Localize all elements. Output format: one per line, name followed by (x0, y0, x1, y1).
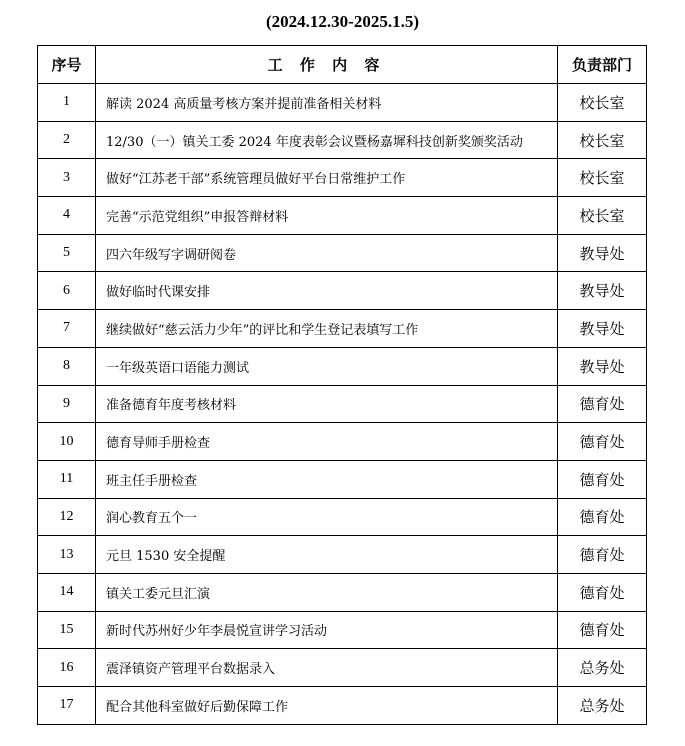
row-number: 3 (38, 159, 96, 197)
row-content: 润心教育五个一 (96, 498, 558, 536)
table-row (38, 234, 647, 272)
schedule-date-range: (2024.12.30-2025.1.5) (266, 12, 419, 31)
row-department: 德育处 (558, 460, 647, 498)
row-number: 11 (38, 460, 96, 498)
table-row (38, 84, 647, 122)
table-header-row (38, 46, 647, 84)
row-number: 1 (38, 84, 96, 122)
row-department: 德育处 (558, 573, 647, 611)
table-row (38, 385, 647, 423)
table-row (38, 197, 647, 235)
row-number: 8 (38, 347, 96, 385)
row-number: 10 (38, 423, 96, 461)
row-content: 做好“江苏老干部”系统管理员做好平台日常维护工作 (96, 159, 558, 197)
row-content: 震泽镇资产管理平台数据录入 (96, 649, 558, 687)
row-number: 9 (38, 385, 96, 423)
row-content: 德育导师手册检查 (96, 423, 558, 461)
row-content: 继续做好“慈云活力少年”的评比和学生登记表填写工作 (96, 310, 558, 348)
row-content: 一年级英语口语能力测试 (96, 347, 558, 385)
row-content: 12/30（一）镇关工委 2024 年度表彰会议暨杨嘉墀科技创新奖颁奖活动 (96, 121, 558, 159)
row-content: 镇关工委元旦汇演 (96, 573, 558, 611)
row-department: 教导处 (558, 272, 647, 310)
table-row (38, 272, 647, 310)
table-row (38, 536, 647, 574)
row-department: 校长室 (558, 121, 647, 159)
row-number: 17 (38, 687, 96, 725)
row-department: 校长室 (558, 197, 647, 235)
table-row (38, 310, 647, 348)
row-department: 总务处 (558, 649, 647, 687)
row-content: 做好临时代课安排 (96, 272, 558, 310)
row-department: 德育处 (558, 536, 647, 574)
table-row (38, 611, 647, 649)
row-department: 德育处 (558, 498, 647, 536)
table-row (38, 649, 647, 687)
row-number: 4 (38, 197, 96, 235)
header-num: 序号 (38, 46, 96, 84)
table-row (38, 498, 647, 536)
table-row (38, 121, 647, 159)
row-number: 6 (38, 272, 96, 310)
header-content: 工 作 内 容 (96, 46, 558, 84)
table-row (38, 460, 647, 498)
row-department: 教导处 (558, 347, 647, 385)
row-content: 班主任手册检查 (96, 460, 558, 498)
row-content: 配合其他科室做好后勤保障工作 (96, 687, 558, 725)
row-number: 7 (38, 310, 96, 348)
row-number: 2 (38, 121, 96, 159)
row-content: 完善“示范党组织”申报答辩材料 (96, 197, 558, 235)
row-content: 解读 2024 高质量考核方案并提前准备相关材料 (96, 84, 558, 122)
row-content: 四六年级写字调研阅卷 (96, 234, 558, 272)
row-number: 5 (38, 234, 96, 272)
table-row (38, 159, 647, 197)
table-row (38, 423, 647, 461)
row-department: 教导处 (558, 234, 647, 272)
row-department: 教导处 (558, 310, 647, 348)
work-schedule-table (37, 45, 647, 725)
row-department: 德育处 (558, 611, 647, 649)
table-row (38, 687, 647, 725)
row-content: 元旦 1530 安全提醒 (96, 536, 558, 574)
header-dept: 负责部门 (558, 46, 647, 84)
row-number: 15 (38, 611, 96, 649)
row-department: 总务处 (558, 687, 647, 725)
row-department: 德育处 (558, 385, 647, 423)
row-content: 准备德育年度考核材料 (96, 385, 558, 423)
row-number: 12 (38, 498, 96, 536)
row-department: 校长室 (558, 84, 647, 122)
row-content: 新时代苏州好少年李晨悦宣讲学习活动 (96, 611, 558, 649)
table-row (38, 573, 647, 611)
row-number: 14 (38, 573, 96, 611)
row-department: 校长室 (558, 159, 647, 197)
row-department: 德育处 (558, 423, 647, 461)
row-number: 16 (38, 649, 96, 687)
table-row (38, 347, 647, 385)
row-number: 13 (38, 536, 96, 574)
